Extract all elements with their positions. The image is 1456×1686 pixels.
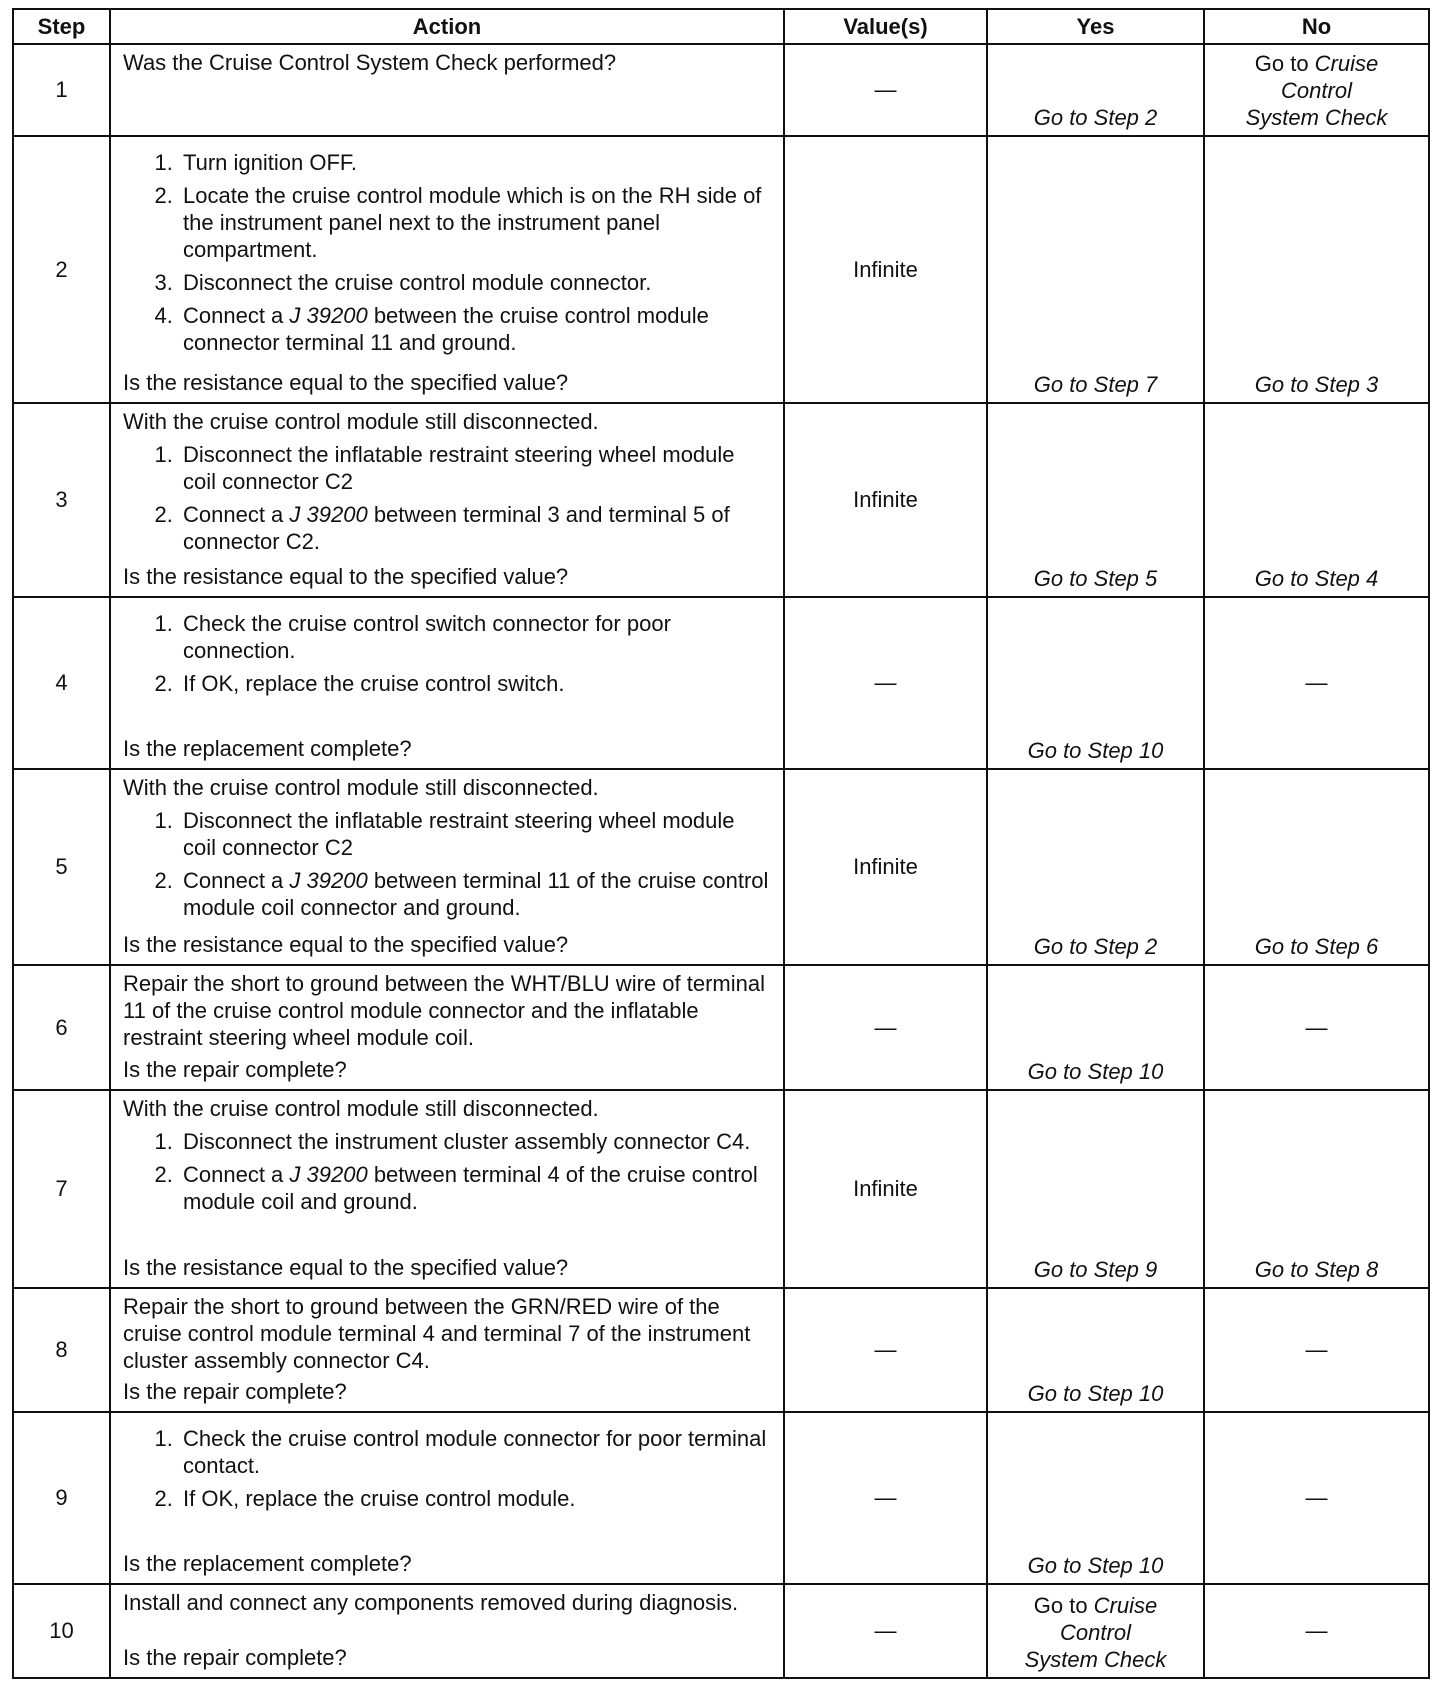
item-text: between terminal 4 of the cruise control module coil and ground. (183, 1162, 758, 1214)
no-result: Go to Step 3 (1254, 372, 1379, 397)
yes-cell (987, 769, 1204, 965)
action-cell (110, 1412, 784, 1584)
item-text: between the cruise control module connector terminal 11 and ground. (183, 303, 709, 355)
action-cell (110, 1288, 784, 1412)
yes-result-prefix: Go to (1033, 1593, 1094, 1618)
table-row-step-3 (13, 403, 1429, 597)
value-cell: Infinite (784, 769, 987, 965)
action-step-item (179, 1161, 773, 1215)
action-step-item: 2. Locate the cruise control module which is on the RH side of the instrument panel next to the instrument panel compartment. (179, 182, 773, 263)
step-number: 6 (13, 965, 110, 1090)
no-result: Go to Step 6 (1254, 934, 1379, 959)
table-row-step-8 (13, 1288, 1429, 1412)
no-cell (1204, 1090, 1429, 1288)
item-text: between terminal 3 and terminal 5 of connector C2. (183, 502, 730, 554)
step-number: 8 (13, 1288, 110, 1412)
table-row-step-9 (13, 1412, 1429, 1584)
no-result: — (1305, 670, 1328, 695)
header-step: Step (13, 9, 110, 44)
header-no: No (1204, 9, 1429, 44)
step-number: 7 (13, 1090, 110, 1288)
value-cell: — (784, 1584, 987, 1678)
yes-result: Go to Step 5 (1033, 566, 1158, 591)
action-cell (110, 769, 784, 965)
yes-result: Go to Step 2 (1033, 934, 1158, 959)
action-cell (110, 1584, 784, 1678)
no-cell (1204, 965, 1429, 1090)
action-question: Is the resistance equal to the specified value? (123, 370, 569, 395)
action-steps (123, 610, 773, 697)
action-cell (110, 965, 784, 1090)
tool-name: J 39200 (289, 1162, 368, 1187)
action-question: Is the replacement complete? (123, 1551, 412, 1576)
action-intro: With the cruise control module still disconnected. (123, 409, 599, 434)
action-step-item: 1. Check the cruise control module connector for poor terminal contact. (179, 1425, 773, 1479)
header-row (13, 9, 1429, 44)
yes-result: Go to Step 9 (1033, 1257, 1158, 1282)
yes-result-line2: Control (1060, 1620, 1131, 1645)
action-step-item: 3. Disconnect the cruise control module connector. (179, 269, 773, 296)
yes-result (988, 1592, 1203, 1673)
action-step-item: 1. Check the cruise control switch connector for poor connection. (179, 610, 773, 664)
value-cell: Infinite (784, 1090, 987, 1288)
action-step-item: 1. Disconnect the inflatable restraint steering wheel module coil connector C2 (179, 441, 773, 495)
action-step-item (179, 501, 773, 555)
no-result-line2: Control (1281, 78, 1352, 103)
diagnostic-table (12, 8, 1430, 1679)
step-number: 10 (13, 1584, 110, 1678)
action-step-item: 1. Disconnect the inflatable restraint steering wheel module coil connector C2 (179, 807, 773, 861)
action-step-item (179, 867, 773, 921)
action-intro: With the cruise control module still disconnected. (123, 1096, 599, 1121)
no-result: Go to Step 8 (1254, 1257, 1379, 1282)
table-row-step-1 (13, 44, 1429, 136)
tool-name: J 39200 (289, 502, 368, 527)
action-question: Is the resistance equal to the specified value? (123, 932, 569, 957)
step-number: 5 (13, 769, 110, 965)
action-question: Is the repair complete? (123, 1645, 347, 1670)
no-cell (1204, 403, 1429, 597)
table-row-step-2 (13, 136, 1429, 403)
no-result: — (1305, 1014, 1328, 1040)
yes-result-line1: Cruise (1093, 1593, 1158, 1618)
step-number: 9 (13, 1412, 110, 1584)
table-row-step-7 (13, 1090, 1429, 1288)
item-text: Connect a (183, 502, 290, 527)
action-intro: Repair the short to ground between the WHT/BLU wire of terminal 11 of the cruise control module connector and the inflatable restraint steering wheel module coil. (123, 971, 765, 1050)
no-cell (1204, 769, 1429, 965)
action-step-item (179, 302, 773, 356)
yes-cell (987, 1584, 1204, 1678)
no-result-line1: Cruise (1314, 51, 1379, 76)
value-cell: Infinite (784, 136, 987, 403)
table-row-step-5 (13, 769, 1429, 965)
no-result: Go to Step 4 (1254, 566, 1379, 591)
no-cell (1204, 1412, 1429, 1584)
step-number: 4 (13, 597, 110, 769)
header-yes: Yes (987, 9, 1204, 44)
item-text: between terminal 11 of the cruise control module coil connector and ground. (183, 868, 769, 920)
action-step-item: 2. If OK, replace the cruise control module. (179, 1485, 773, 1512)
no-cell (1204, 597, 1429, 769)
action-step-item: 2. If OK, replace the cruise control switch. (179, 670, 773, 697)
action-text: Was the Cruise Control System Check performed? (123, 50, 617, 75)
value-cell: — (784, 965, 987, 1090)
no-result: — (1305, 1618, 1328, 1643)
yes-cell (987, 1288, 1204, 1412)
table-row-step-10 (13, 1584, 1429, 1678)
action-steps (123, 149, 773, 356)
action-intro: With the cruise control module still disconnected. (123, 775, 599, 800)
action-cell (110, 403, 784, 597)
no-result (1205, 50, 1428, 131)
yes-result: Go to Step 10 (1027, 738, 1164, 763)
action-cell (110, 1090, 784, 1288)
yes-cell (987, 44, 1204, 136)
no-result-line3: System Check (1245, 105, 1388, 130)
yes-result: Go to Step 10 (1027, 1059, 1164, 1084)
action-question: Is the repair complete? (123, 1057, 347, 1082)
action-cell (110, 44, 784, 136)
action-step-item: 1. Turn ignition OFF. (179, 149, 773, 176)
header-action: Action (110, 9, 784, 44)
yes-result: Go to Step 10 (1027, 1553, 1164, 1578)
action-cell (110, 136, 784, 403)
yes-cell (987, 1412, 1204, 1584)
value-cell: — (784, 44, 987, 136)
action-question: Is the replacement complete? (123, 736, 412, 761)
item-text: Connect a (183, 303, 290, 328)
no-result: — (1305, 1337, 1328, 1362)
action-steps (123, 441, 773, 555)
value-cell: — (784, 1288, 987, 1412)
no-result-prefix: Go to (1254, 51, 1315, 76)
yes-result: Go to Step 2 (1033, 105, 1158, 130)
action-intro: Install and connect any components removed during diagnosis. (123, 1590, 739, 1615)
no-cell (1204, 1584, 1429, 1678)
action-question: Is the resistance equal to the specified value? (123, 1255, 569, 1280)
action-steps (123, 807, 773, 921)
action-step-item: 1. Disconnect the instrument cluster assembly connector C4. (179, 1128, 773, 1155)
yes-result-line3: System Check (1024, 1647, 1167, 1672)
action-cell (110, 597, 784, 769)
yes-cell (987, 597, 1204, 769)
value-cell: — (784, 597, 987, 769)
action-question: Is the resistance equal to the specified value? (123, 564, 569, 589)
yes-cell (987, 136, 1204, 403)
item-text: Connect a (183, 868, 290, 893)
no-cell (1204, 1288, 1429, 1412)
action-steps (123, 1425, 773, 1512)
tool-name: J 39200 (289, 868, 368, 893)
yes-result: Go to Step 7 (1033, 372, 1158, 397)
yes-result: Go to Step 10 (1027, 1381, 1164, 1406)
action-steps (123, 1128, 773, 1215)
item-text: Connect a (183, 1162, 290, 1187)
action-intro: Repair the short to ground between the GRN/RED wire of the cruise control module terminal 4 and terminal 7 of the instrument cluster assembly connector C4. (123, 1294, 751, 1373)
tool-name: J 39200 (289, 303, 368, 328)
yes-cell (987, 1090, 1204, 1288)
step-number: 1 (13, 44, 110, 136)
table-row-step-6 (13, 965, 1429, 1090)
step-number: 3 (13, 403, 110, 597)
value-cell: Infinite (784, 403, 987, 597)
no-cell (1204, 136, 1429, 403)
no-cell (1204, 44, 1429, 136)
yes-cell (987, 965, 1204, 1090)
header-values: Value(s) (784, 9, 987, 44)
step-number: 2 (13, 136, 110, 403)
yes-cell (987, 403, 1204, 597)
no-result: — (1305, 1485, 1328, 1510)
table-row-step-4 (13, 597, 1429, 769)
action-question: Is the repair complete? (123, 1379, 347, 1404)
value-cell: — (784, 1412, 987, 1584)
